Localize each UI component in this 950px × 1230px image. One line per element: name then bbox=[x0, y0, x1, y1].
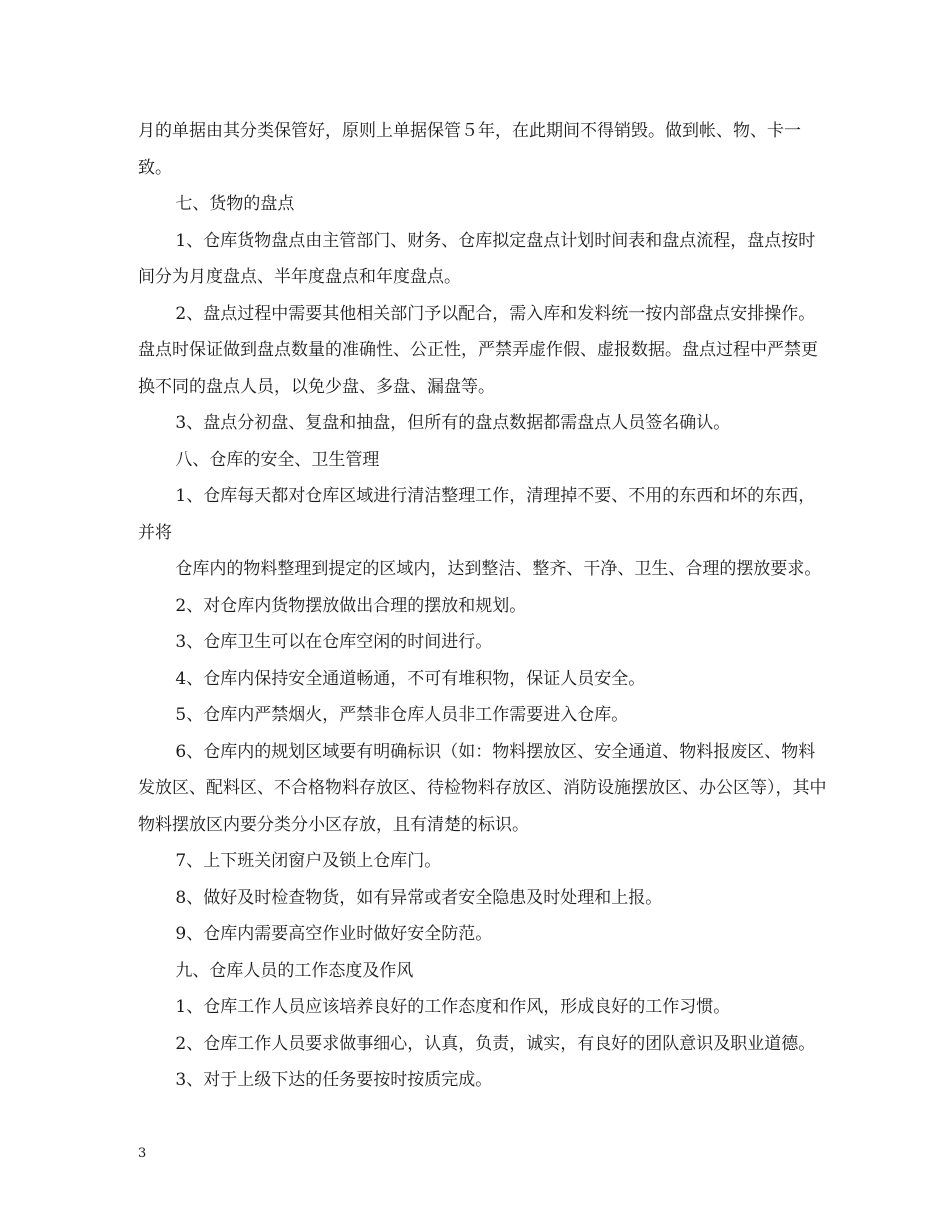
paragraph: 1、仓库货物盘点由主管部门、财务、仓库拟定盘点计划时间表和盘点流程，盘点按时间分为月度盘点、半年度盘点和年度盘点。 bbox=[138, 230, 816, 287]
paragraph: 1、仓库每天都对仓库区域进行清洁整理工作，清理掉不要、不用的东西和坏的东西，并将 bbox=[138, 486, 816, 543]
paragraph: 1、仓库工作人员应该培养良好的工作态度和作风，形成良好的工作习惯。 bbox=[175, 997, 731, 1017]
section-heading-8: 八、仓库的安全、卫生管理 bbox=[175, 449, 380, 470]
paragraph: 5、仓库内严禁烟火，严禁非仓库人员非工作需要进入仓库。 bbox=[175, 705, 629, 725]
paragraph: 2、仓库工作人员要求做事细心，认真，负责，诚实，有良好的团队意识及职业道德。 bbox=[175, 1033, 816, 1054]
section-heading-7: 七、货物的盘点 bbox=[175, 194, 295, 214]
paragraph: 3、仓库卫生可以在仓库空闲的时间进行。 bbox=[175, 632, 493, 652]
paragraph: 6、仓库内的规划区域要有明确标识（如：物料摆放区、安全通道、物料报废区、物料发放区、配料区、不合格物料存放区、待检物料存放区、消防设施摆放区、办公区等），其中物料摆放区内要分类分小区存放，且有清楚的标识。 bbox=[138, 741, 827, 835]
page-number: 3 bbox=[138, 1146, 147, 1161]
paragraph: 2、盘点过程中需要其他相关部门予以配合，需入库和发料统一按内部盘点安排操作。盘点时保证做到盘点数量的准确性、公正性，严禁弄虚作假、虚报数据。盘点过程中严禁更换不同的盘点人员，以免少盘、多盘、漏盘等。 bbox=[138, 303, 818, 397]
document-body bbox=[138, 113, 828, 1099]
paragraph: 9、仓库内需要高空作业时做好安全防范。 bbox=[175, 924, 493, 944]
paragraph: 7、上下班关闭窗户及锁上仓库门。 bbox=[175, 851, 442, 871]
paragraph: 2、对仓库内货物摆放做出合理的摆放和规划。 bbox=[175, 595, 527, 616]
section-heading-9: 九、仓库人员的工作态度及作风 bbox=[175, 960, 414, 981]
paragraph: 8、做好及时检查物货，如有异常或者安全隐患及时处理和上报。 bbox=[175, 887, 663, 908]
paragraph: 月的单据由其分类保管好，原则上单据保管５年，在此期间不得销毁。做到帐、物、卡一致。 bbox=[138, 121, 801, 178]
paragraph: 3、对于上级下达的任务要按时按质完成。 bbox=[175, 1070, 493, 1090]
paragraph: 3、盘点分初盘、复盘和抽盘，但所有的盘点数据都需盘点人员签名确认。 bbox=[175, 413, 731, 433]
paragraph: 4、仓库内保持安全通道畅通，不可有堆积物，保证人员安全。 bbox=[175, 668, 646, 689]
paragraph: 仓库内的物料整理到提定的区域内，达到整洁、整齐、干净、卫生、合理的摆放要求。 bbox=[175, 559, 822, 579]
